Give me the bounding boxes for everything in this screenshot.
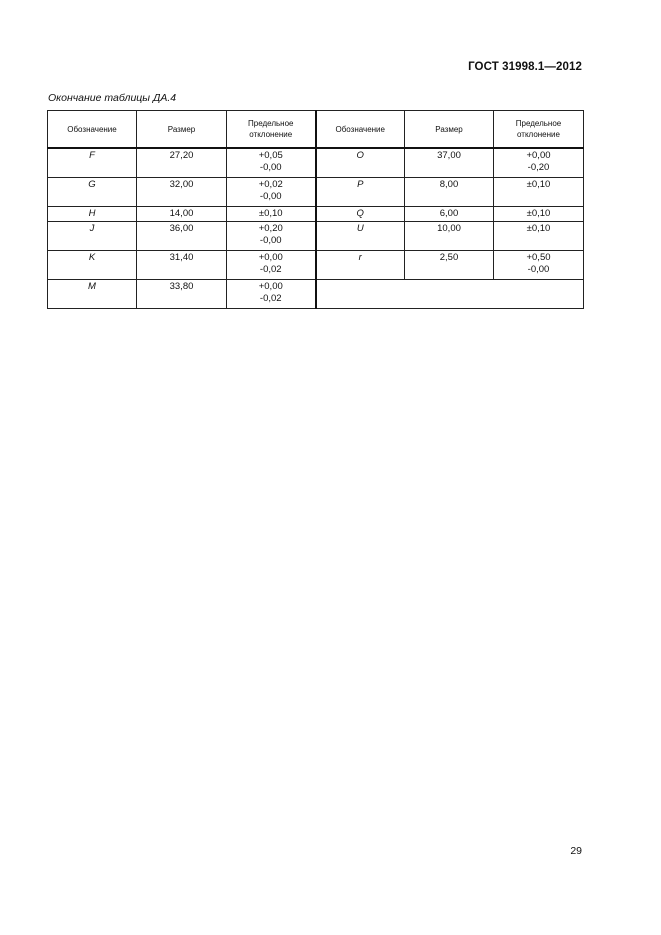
page-number: 29 bbox=[570, 845, 582, 857]
header-deviation bbox=[494, 111, 584, 149]
deviation-lower: -0,20 bbox=[527, 162, 550, 173]
deviation-cell bbox=[227, 178, 316, 207]
deviation-cell bbox=[227, 207, 316, 222]
designation-cell: M bbox=[48, 280, 137, 309]
designation-cell: P bbox=[316, 178, 405, 207]
designation-cell: K bbox=[48, 251, 137, 280]
deviation-cell bbox=[494, 251, 584, 280]
designation-cell: G bbox=[48, 178, 137, 207]
deviation-upper: +0,50 bbox=[526, 252, 551, 263]
size-cell: 27,20 bbox=[137, 148, 227, 178]
standard-code: ГОСТ 31998.1—2012 bbox=[468, 61, 582, 73]
table-header-row bbox=[48, 111, 584, 149]
deviation-cell bbox=[494, 178, 584, 207]
header-designation: Обозначение bbox=[316, 111, 405, 149]
table-row bbox=[48, 280, 584, 309]
header-deviation-line2: отклонение bbox=[517, 130, 560, 139]
header-deviation-line1: Предельное bbox=[515, 119, 562, 128]
deviation-cell bbox=[227, 251, 316, 280]
deviation-cell bbox=[227, 148, 316, 178]
deviation-upper: ±0,10 bbox=[526, 223, 551, 234]
deviation-upper: +0,00 bbox=[258, 252, 283, 263]
deviation-upper: +0,05 bbox=[258, 150, 283, 161]
deviation-upper: ±0,10 bbox=[526, 179, 551, 190]
deviation-lower: -0,02 bbox=[259, 293, 282, 304]
deviation-lower: -0,00 bbox=[527, 264, 550, 275]
size-cell: 31,40 bbox=[137, 251, 227, 280]
deviation-upper: +0,02 bbox=[258, 179, 283, 190]
size-cell: 8,00 bbox=[405, 178, 494, 207]
table-caption: Окончание таблицы ДА.4 bbox=[48, 92, 177, 104]
designation-cell: Q bbox=[316, 207, 405, 222]
table-row bbox=[48, 207, 584, 222]
size-cell: 37,00 bbox=[405, 148, 494, 178]
designation-cell: H bbox=[48, 207, 137, 222]
header-size: Размер bbox=[405, 111, 494, 149]
deviation-lower: -0,02 bbox=[259, 264, 282, 275]
deviation-upper: ±0,10 bbox=[258, 208, 283, 219]
header-size: Размер bbox=[137, 111, 227, 149]
designation-cell: U bbox=[316, 222, 405, 251]
deviation-lower: -0,00 bbox=[259, 162, 282, 173]
size-cell: 10,00 bbox=[405, 222, 494, 251]
size-cell: 36,00 bbox=[137, 222, 227, 251]
deviation-cell bbox=[494, 207, 584, 222]
size-cell: 32,00 bbox=[137, 178, 227, 207]
deviation-cell bbox=[227, 280, 316, 309]
size-cell: 14,00 bbox=[137, 207, 227, 222]
table-row bbox=[48, 222, 584, 251]
deviation-cell bbox=[494, 222, 584, 251]
deviation-lower: -0,00 bbox=[259, 191, 282, 202]
deviation-upper: +0,00 bbox=[526, 150, 551, 161]
table-row bbox=[48, 251, 584, 280]
dimensions-table bbox=[47, 110, 584, 309]
deviation-cell bbox=[494, 148, 584, 178]
header-deviation-line2: отклонение bbox=[249, 130, 293, 139]
deviation-upper: ±0,10 bbox=[526, 208, 551, 219]
table-row bbox=[48, 178, 584, 207]
designation-cell: F bbox=[48, 148, 137, 178]
deviation-cell bbox=[227, 222, 316, 251]
size-cell: 2,50 bbox=[405, 251, 494, 280]
size-cell: 6,00 bbox=[405, 207, 494, 222]
deviation-lower: -0,00 bbox=[259, 235, 282, 246]
empty-cell bbox=[316, 280, 584, 309]
deviation-upper: +0,20 bbox=[258, 223, 283, 234]
deviation-upper: +0,00 bbox=[258, 281, 283, 292]
header-deviation bbox=[227, 111, 316, 149]
header-deviation-line1: Предельное bbox=[248, 119, 294, 128]
table-row bbox=[48, 148, 584, 178]
designation-cell: J bbox=[48, 222, 137, 251]
size-cell: 33,80 bbox=[137, 280, 227, 309]
designation-cell: O bbox=[316, 148, 405, 178]
header-designation: Обозначение bbox=[48, 111, 137, 149]
designation-cell: r bbox=[316, 251, 405, 280]
